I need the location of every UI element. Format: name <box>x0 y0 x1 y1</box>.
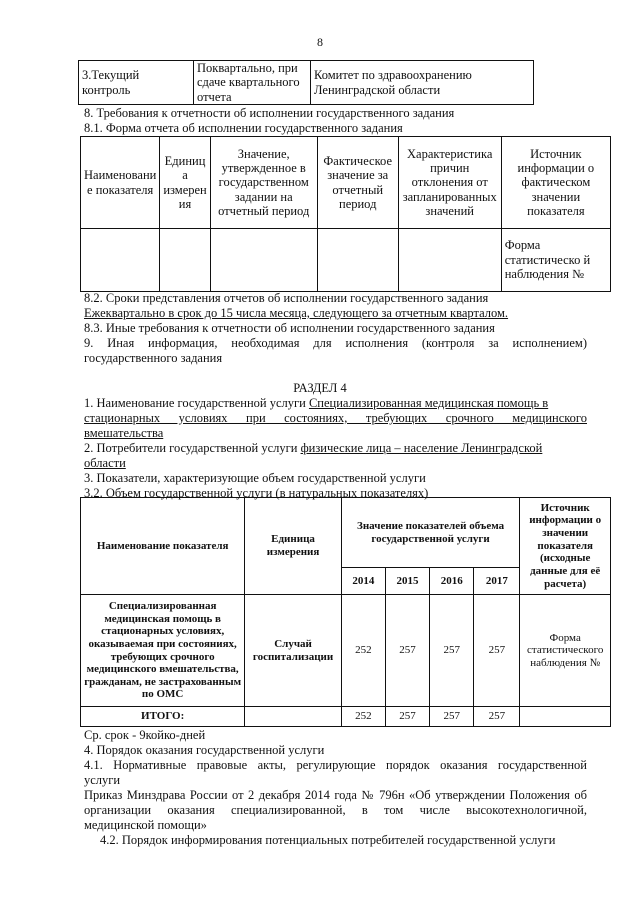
item-1-value: Специализированная медицинская помощь в <box>308 396 549 410</box>
item-3-2-heading: 3.2. Объем государственной услуги (в натуральных показателях) <box>84 486 429 500</box>
section-8-1-heading: 8.1. Форма отчета об исполнении государственного задания <box>84 121 403 135</box>
control-table <box>78 60 534 105</box>
volume-total-value: 252 <box>341 707 385 727</box>
report-source-value: Форма статистическо й наблюдения № <box>501 229 610 292</box>
item-2-value-line2: области <box>84 456 126 470</box>
section-4-heading: 4. Порядок оказания государственной услуги <box>84 743 325 757</box>
volume-table <box>80 497 611 727</box>
volume-row-name: Специализированная медицинская помощь в стационарных условиях, оказываемая при состояниях, требующих срочного медицинского вмешательства, гражданам, не застрахованным по ОМС <box>81 595 245 707</box>
section-4-1-line2: услуги <box>84 773 121 787</box>
report-header-deviation: Характеристика причин отклонения от запланированных значений <box>398 137 501 229</box>
volume-row-value: 257 <box>385 595 429 707</box>
report-header-source: Источник информации о фактическом значении показателя <box>501 137 610 229</box>
year-header: 2015 <box>385 568 429 595</box>
section-8-2-value: Ежеквартально в срок до 15 числа месяца, следующего за отчетным кварталом. <box>84 306 509 320</box>
section-8-heading: 8. Требования к отчетности об исполнении государственного задания <box>84 106 455 120</box>
volume-total-value: 257 <box>430 707 474 727</box>
item-1-value-line2: стационарных условиях при состояниях, требующих срочного медицинского <box>84 411 587 425</box>
section-9-line1: 9. Иная информация, необходимая для исполнения (контроля за исполнением) <box>84 336 587 350</box>
volume-row-value: 252 <box>341 595 385 707</box>
volume-total-value: 257 <box>385 707 429 727</box>
year-header: 2016 <box>430 568 474 595</box>
section-8-3-heading: 8.3. Иные требования к отчетности об исполнении государственного задания <box>84 321 495 335</box>
section-8-2-heading: 8.2. Сроки представления отчетов об исполнении государственного задания <box>84 291 489 305</box>
report-cell-empty <box>160 229 210 292</box>
item-2-value: физические лица – население Ленинградской <box>300 441 543 455</box>
report-cell-empty <box>317 229 398 292</box>
report-form-table <box>80 136 611 292</box>
report-cell-empty <box>210 229 317 292</box>
volume-header-values: Значение показателей объема государственной услуги <box>341 498 520 568</box>
volume-header-source: Источник информации о значении показателя (исходные данные для её расчета) <box>520 498 611 595</box>
section-title: РАЗДЕЛ 4 <box>293 381 347 395</box>
volume-row-unit: Случай госпитализации <box>245 595 342 707</box>
order-line1: Приказ Минздрава России от 2 декабря 2014 года № 796н «Об утверждении Положения об <box>84 788 587 802</box>
average-term: Ср. срок - 9койко-дней <box>84 728 206 742</box>
report-cell-empty <box>81 229 160 292</box>
control-type-cell: 3.Текущий контроль <box>79 61 194 105</box>
volume-row-value: 257 <box>474 595 520 707</box>
report-header-name: Наименовани е показателя <box>81 137 160 229</box>
section-4-1-line1: 4.1. Нормативные правовые акты, регулирующие порядок оказания государственной <box>84 758 587 772</box>
volume-row-value: 257 <box>430 595 474 707</box>
report-cell-empty <box>398 229 501 292</box>
volume-header-name: Наименование показателя <box>81 498 245 595</box>
control-authority-cell: Комитет по здравоохранению Ленинградской области <box>311 61 534 105</box>
volume-header-unit: Единица измерения <box>245 498 342 595</box>
report-header-actual: Фактическое значение за отчетный период <box>317 137 398 229</box>
year-header: 2014 <box>341 568 385 595</box>
item-3-heading: 3. Показатели, характеризующие объем государственной услуги <box>84 471 426 485</box>
volume-total-empty <box>245 707 342 727</box>
page-number: 8 <box>317 35 323 49</box>
order-line2: организации оказания специализированной, в том числе высокотехнологичной, <box>84 803 587 817</box>
volume-total-label: ИТОГО: <box>81 707 245 727</box>
report-header-unit: Единиц а измерен ия <box>160 137 210 229</box>
item-1-line1 <box>84 396 548 410</box>
item-2-line1 <box>84 441 542 455</box>
report-header-approved: Значение, утвержденное в государственном задании на отчетный период <box>210 137 317 229</box>
order-line3: медицинской помощи» <box>84 818 207 832</box>
section-4-2-heading: 4.2. Порядок информирования потенциальных потребителей государственной услуги <box>100 833 556 847</box>
volume-total-value: 257 <box>474 707 520 727</box>
volume-row-source: Форма статистического наблюдения № <box>520 595 611 707</box>
item-2-label: 2. Потребители государственной услуги <box>84 441 301 455</box>
section-9-line2: государственного задания <box>84 351 223 365</box>
item-1-label: 1. Наименование государственной услуги <box>84 396 309 410</box>
item-1-value-line3: вмешательства <box>84 426 164 440</box>
control-frequency-cell: Поквартально, при сдаче квартального отчета <box>194 61 311 105</box>
volume-total-empty <box>520 707 611 727</box>
year-header: 2017 <box>474 568 520 595</box>
